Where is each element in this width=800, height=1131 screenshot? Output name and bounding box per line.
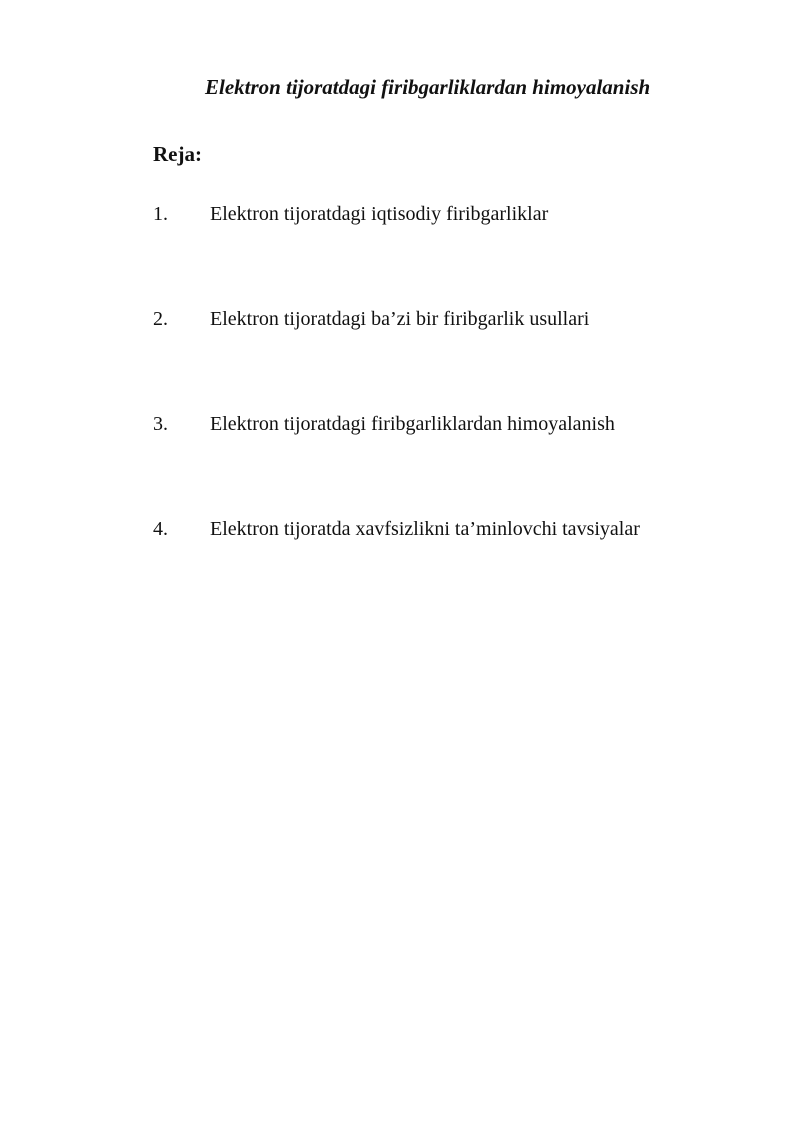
- plan-item-text: Elektron tijoratdagi iqtisodiy firibgarliklar: [210, 203, 549, 225]
- plan-item-number: 4.: [153, 518, 168, 540]
- plan-heading: Reja:: [153, 142, 202, 166]
- plan-item-number: 3.: [153, 413, 168, 435]
- plan-item-text: Elektron tijoratdagi ba’zi bir firibgarlik usullari: [210, 308, 590, 330]
- document-title: Elektron tijoratdagi firibgarliklardan himoyalanish: [205, 75, 651, 99]
- plan-item-text: Elektron tijoratdagi firibgarliklardan himoyalanish: [210, 413, 615, 435]
- plan-item-text: Elektron tijoratda xavfsizlikni ta’minlovchi tavsiyalar: [210, 518, 640, 540]
- plan-item-number: 1.: [153, 203, 168, 225]
- plan-item-number: 2.: [153, 308, 168, 330]
